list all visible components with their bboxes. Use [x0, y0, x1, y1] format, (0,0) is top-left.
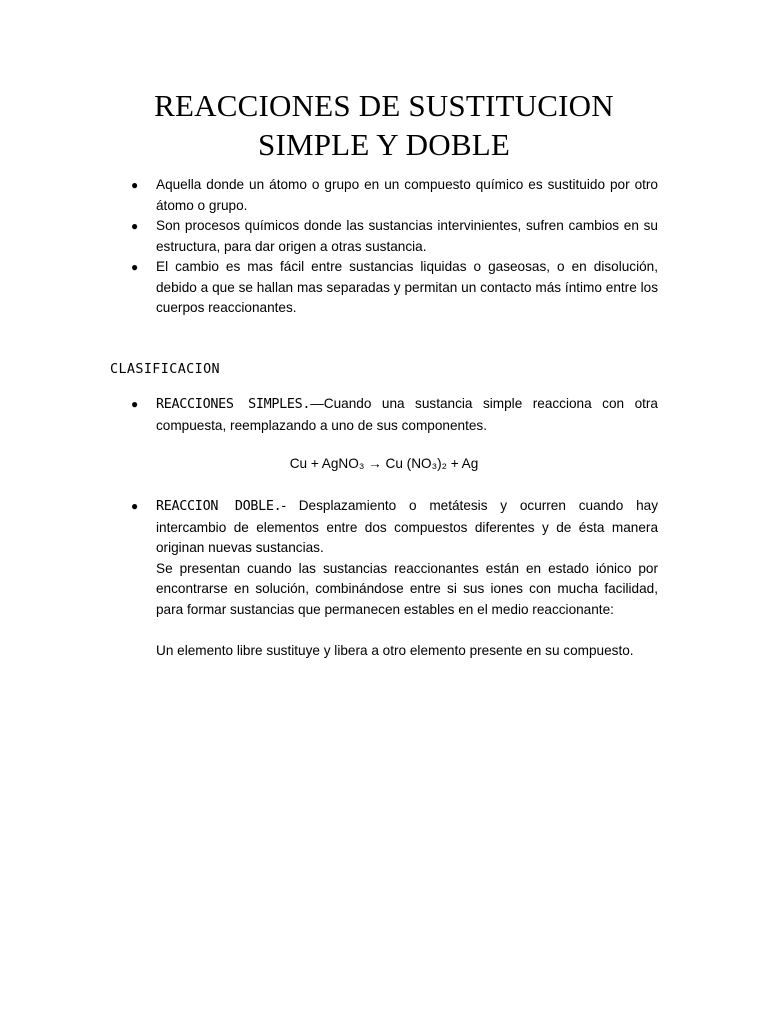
- bullet-icon: ●: [131, 219, 139, 233]
- list-item: [0, 175, 658, 216]
- list-item: [0, 216, 658, 257]
- title-line-2: SIMPLE Y DOBLE: [258, 127, 510, 162]
- bullet-icon: ●: [131, 260, 139, 274]
- double-text: - Desplazamiento o metátesis y ocurren cuando hay intercambio de elementos entre dos compuestos diferentes y de ésta manera originan nuevas sustancias.: [156, 498, 658, 555]
- intro-text-2: Son procesos químicos donde las sustancias intervinientes, sufren cambios en su estructura, para dar origen a otras sustancia.: [156, 218, 658, 254]
- double-paragraph-1: [156, 496, 658, 559]
- title-line-1: REACCIONES DE SUSTITUCION: [154, 88, 614, 123]
- page-title: [0, 86, 768, 164]
- simple-text: —Cuando una sustancia simple reacciona con otra compuesta, reemplazando a uno de sus componentes.: [156, 396, 658, 433]
- double-paragraph-2: Se presentan cuando las sustancias reaccionantes están en estado iónico por encontrarse en solución, combinándose entre si sus iones con mucha facilidad, para formar sustancias que permanecen estables en el medio reaccionante:: [156, 560, 658, 617]
- bullet-icon: ●: [131, 499, 139, 513]
- list-item: [0, 394, 658, 436]
- section-title: CLASIFICACION: [110, 362, 221, 377]
- bullet-icon: ●: [131, 178, 139, 192]
- simple-reactions-list: [0, 394, 768, 436]
- double-reactions-list: [0, 496, 768, 662]
- double-paragraph-3: Un elemento libre sustituye y libera a otro elemento presente en su compuesto.: [156, 643, 634, 658]
- intro-text-3: El cambio es mas fácil entre sustancias liquidas o gaseosas, o en disolución, debido a que se hallan mas separadas y permitan un contacto más íntimo entre los cuerpos reaccionantes.: [156, 259, 658, 315]
- intro-text-1: Aquella donde un átomo o grupo en un compuesto químico es sustituido por otro átomo o grupo.: [156, 177, 658, 213]
- intro-list: [0, 175, 768, 319]
- bullet-icon: ●: [131, 397, 139, 411]
- paragraph-spacer: [156, 620, 658, 641]
- simple-heading: REACCIONES SIMPLES.: [156, 397, 311, 412]
- double-heading: REACCION DOBLE.: [156, 499, 282, 514]
- chemical-equation: Cu + AgNO₃ → Cu (NO₃)₂ + Ag: [289, 456, 479, 471]
- list-item: [0, 496, 658, 662]
- list-item: [0, 257, 658, 319]
